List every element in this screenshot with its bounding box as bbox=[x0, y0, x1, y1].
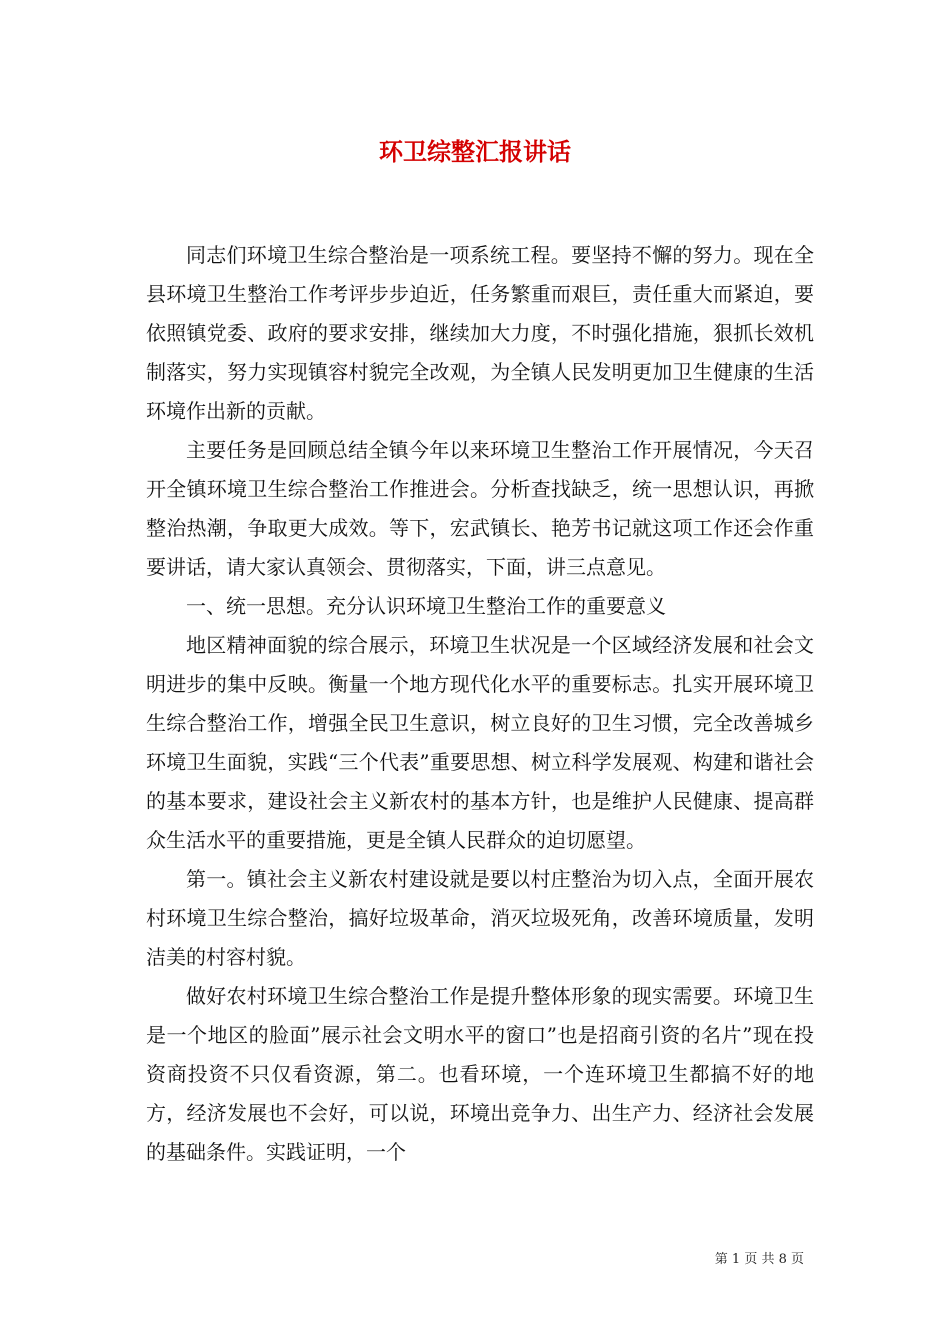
document-body bbox=[146, 236, 814, 1172]
paragraph-4: 第一。镇社会主义新农村建设就是要以村庄整治为切入点，全面开展农村环境卫生综合整治，搞好垃圾革命，消灭垃圾死角，改善环境质量，发明洁美的村容村貌。 bbox=[146, 867, 814, 969]
document-title: 环卫综整汇报讲话 bbox=[379, 137, 571, 166]
page-indicator: 第 1 页 共 8 页 bbox=[714, 1252, 804, 1267]
section-heading-1: 一、统一思想。充分认识环境卫生整治工作的重要意义 bbox=[186, 594, 666, 618]
paragraph-2: 主要任务是回顾总结全镇今年以来环境卫生整治工作开展情况，今天召开全镇环境卫生综合整治工作推进会。分析查找缺乏，统一思想认识，再掀整治热潮，争取更大成效。等下，宏武镇长、艳芳书记就这项工作还会作重要讲话，请大家认真领会、贯彻落实，下面，讲三点意见。 bbox=[146, 438, 814, 579]
paragraph-5: 做好农村环境卫生综合整治工作是提升整体形象的现实需要。环境卫生是一个地区的脸面”展示社会文明水平的窗口”也是招商引资的名片”现在投资商投资不只仅看资源，第二。也看环境，一个连环境卫生都搞不好的地方，经济发展也不会好，可以说，环境出竞争力、出生产力、经济社会发展的基础条件。实践证明，一个 bbox=[146, 984, 814, 1164]
paragraph-1: 同志们环境卫生综合整治是一项系统工程。要坚持不懈的努力。现在全县环境卫生整治工作考评步步迫近，任务繁重而艰巨，责任重大而紧迫，要依照镇党委、政府的要求安排，继续加大力度，不时强化措施，狠抓长效机制落实，努力实现镇容村貌完全改观，为全镇人民发明更加卫生健康的生活环境作出新的贡献。 bbox=[146, 243, 814, 423]
paragraph-3: 地区精神面貌的综合展示，环境卫生状况是一个区域经济发展和社会文明进步的集中反映。衡量一个地方现代化水平的重要标志。扎实开展环境卫生综合整治工作，增强全民卫生意识，树立良好的卫生习惯，完全改善城乡环境卫生面貌，实践“三个代表”重要思想、树立科学发展观、构建和谐社会的基本要求，建设社会主义新农村的基本方针，也是维护人民健康、提高群众生活水平的重要措施，更是全镇人民群众的迫切愿望。 bbox=[146, 633, 814, 852]
